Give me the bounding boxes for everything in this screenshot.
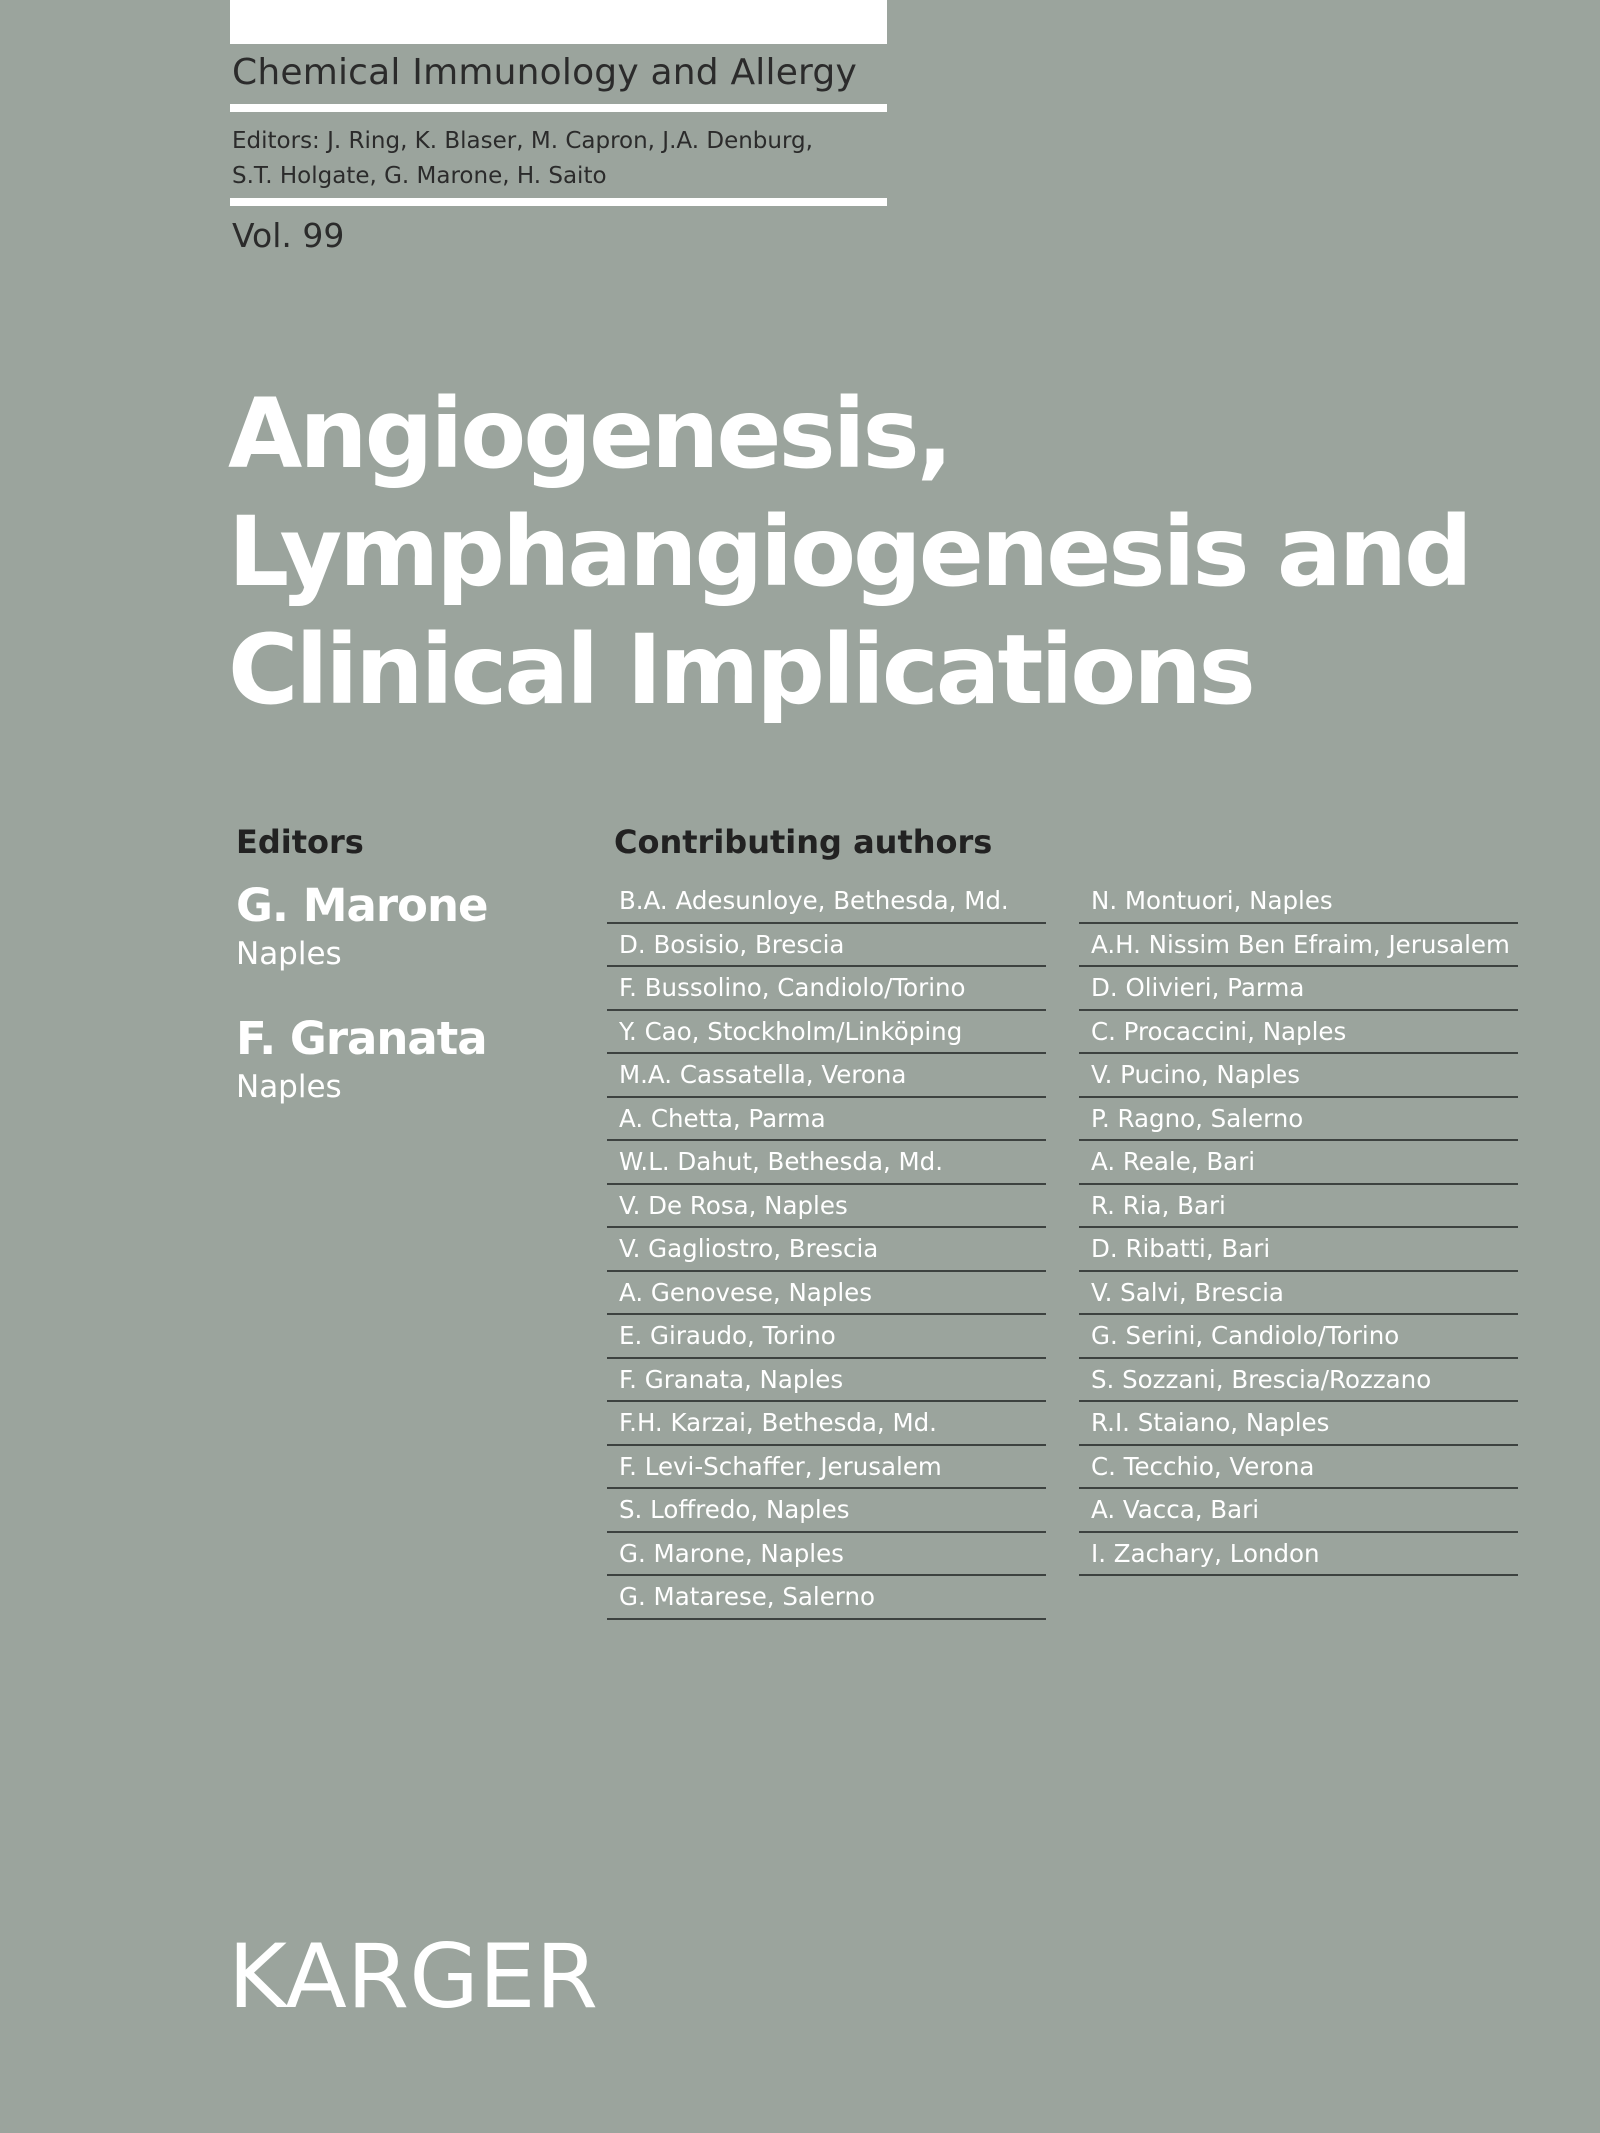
series-editors-line-1: Editors: J. Ring, K. Blaser, M. Capron, J.A. Denburg, bbox=[232, 128, 813, 154]
author-entry: D. Bosisio, Brescia bbox=[607, 924, 1046, 968]
author-entry: C. Tecchio, Verona bbox=[1079, 1446, 1518, 1490]
author-entry: G. Marone, Naples bbox=[607, 1533, 1046, 1577]
author-entry: S. Loffredo, Naples bbox=[607, 1489, 1046, 1533]
author-entry: R. Ria, Bari bbox=[1079, 1185, 1518, 1229]
editor-city: Naples bbox=[236, 1069, 342, 1105]
author-entry: I. Zachary, London bbox=[1079, 1533, 1518, 1577]
author-entry: V. De Rosa, Naples bbox=[607, 1185, 1046, 1229]
editor-name: G. Marone bbox=[236, 879, 488, 932]
author-entry: B.A. Adesunloye, Bethesda, Md. bbox=[607, 880, 1046, 924]
author-entry: V. Pucino, Naples bbox=[1079, 1054, 1518, 1098]
author-entry: A. Genovese, Naples bbox=[607, 1272, 1046, 1316]
editor-entry bbox=[236, 878, 566, 974]
author-entry: S. Sozzani, Brescia/Rozzano bbox=[1079, 1359, 1518, 1403]
editor-city: Naples bbox=[236, 936, 342, 972]
author-entry: E. Giraudo, Torino bbox=[607, 1315, 1046, 1359]
author-entry: G. Matarese, Salerno bbox=[607, 1576, 1046, 1620]
contributing-authors-heading: Contributing authors bbox=[614, 823, 993, 861]
editors-heading: Editors bbox=[236, 823, 364, 861]
author-entry: A.H. Nissim Ben Efraim, Jerusalem bbox=[1079, 924, 1518, 968]
author-entry: P. Ragno, Salerno bbox=[1079, 1098, 1518, 1142]
series-title: Chemical Immunology and Allergy bbox=[232, 52, 857, 93]
author-entry: N. Montuori, Naples bbox=[1079, 880, 1518, 924]
series-editors bbox=[232, 124, 813, 194]
book-title-line-1: Angiogenesis, bbox=[228, 378, 951, 490]
author-entry: F. Granata, Naples bbox=[607, 1359, 1046, 1403]
author-entry: V. Gagliostro, Brescia bbox=[607, 1228, 1046, 1272]
top-white-band bbox=[230, 0, 887, 44]
authors-column-1 bbox=[607, 880, 1046, 1620]
karger-logo bbox=[228, 1935, 608, 2015]
author-entry: W.L. Dahut, Bethesda, Md. bbox=[607, 1141, 1046, 1185]
editor-entry bbox=[236, 1011, 566, 1107]
author-entry: D. Ribatti, Bari bbox=[1079, 1228, 1518, 1272]
series-editors-line-2: S.T. Holgate, G. Marone, H. Saito bbox=[232, 163, 607, 189]
author-entry: C. Procaccini, Naples bbox=[1079, 1011, 1518, 1055]
book-title-line-3: Clinical Implications bbox=[228, 614, 1253, 726]
book-title-line-2: Lymphangiogenesis and bbox=[228, 496, 1470, 608]
author-entry: Y. Cao, Stockholm/Linköping bbox=[607, 1011, 1046, 1055]
volume-number: Vol. 99 bbox=[232, 216, 345, 255]
author-entry: G. Serini, Candiolo/Torino bbox=[1079, 1315, 1518, 1359]
author-entry: F. Bussolino, Candiolo/Torino bbox=[607, 967, 1046, 1011]
author-entry: F. Levi-Schaffer, Jerusalem bbox=[607, 1446, 1046, 1490]
author-entry: D. Olivieri, Parma bbox=[1079, 967, 1518, 1011]
karger-logo-text: KARGER bbox=[228, 1935, 598, 2015]
book-title bbox=[228, 375, 1528, 729]
author-entry: M.A. Cassatella, Verona bbox=[607, 1054, 1046, 1098]
editor-name: F. Granata bbox=[236, 1012, 487, 1065]
author-entry: A. Reale, Bari bbox=[1079, 1141, 1518, 1185]
author-entry: A. Vacca, Bari bbox=[1079, 1489, 1518, 1533]
author-entry: V. Salvi, Brescia bbox=[1079, 1272, 1518, 1316]
author-entry: F.H. Karzai, Bethesda, Md. bbox=[607, 1402, 1046, 1446]
author-entry: R.I. Staiano, Naples bbox=[1079, 1402, 1518, 1446]
author-entry: A. Chetta, Parma bbox=[607, 1098, 1046, 1142]
series-rule-top bbox=[230, 104, 887, 112]
series-rule-bottom bbox=[230, 198, 887, 206]
authors-column-2 bbox=[1079, 880, 1518, 1576]
